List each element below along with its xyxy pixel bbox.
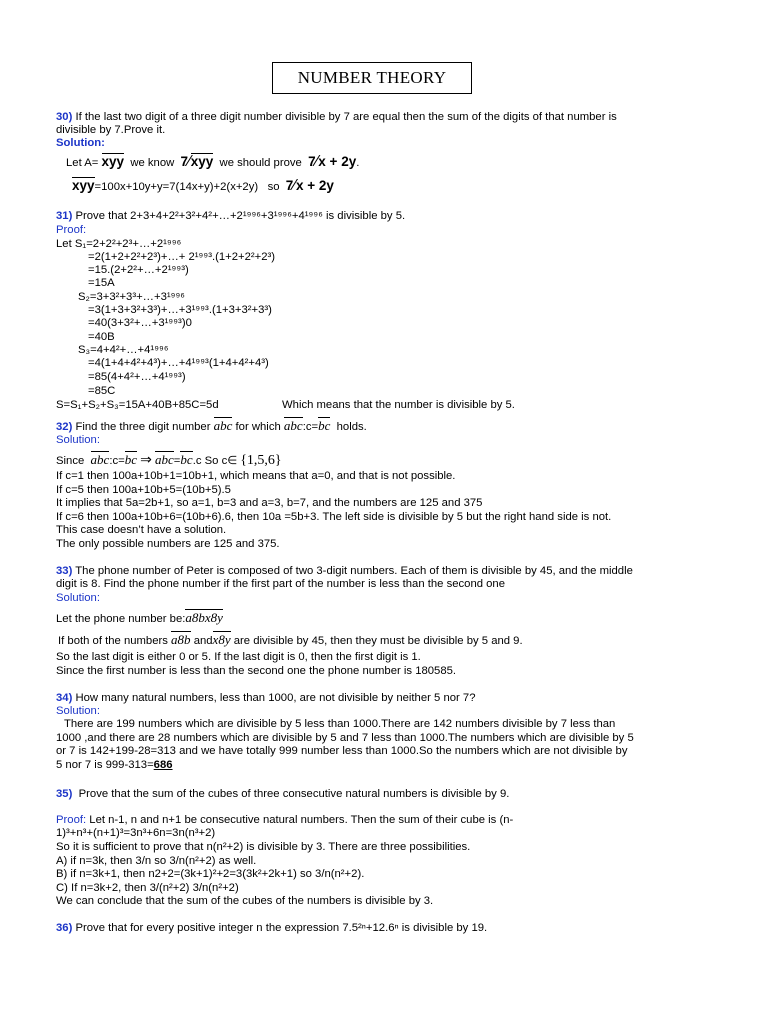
problem-35-proof-label: Proof: bbox=[56, 814, 87, 826]
x-plus-2y-2: x + 2y bbox=[295, 178, 334, 193]
colon-eq-2: :c= bbox=[109, 455, 125, 467]
let-a: Let A= bbox=[66, 157, 99, 169]
problem-33-line1 bbox=[56, 565, 633, 578]
p32-line-3: If c=6 then 100a+10b+6=(10b+6).6, then 10a =5b+3. The left side is divisible by 5 but the right hand side is not. bbox=[56, 511, 612, 523]
problem-36-statement bbox=[56, 922, 487, 935]
problem-33-solution-label: Solution: bbox=[56, 592, 100, 604]
bc-overline-2: bc bbox=[124, 452, 137, 467]
problem-31-proof-label: Proof: bbox=[56, 224, 87, 236]
problem-36-number: 36) bbox=[56, 922, 73, 934]
problem-32-statement bbox=[56, 418, 367, 435]
p35-line7: We can conclude that the sum of the cubes of the numbers is divisible by 3. bbox=[56, 895, 434, 907]
problem-30-text-1: If the last two digit of a three digit number divisible by 7 are equal then the sum of the digits of that number is bbox=[75, 111, 617, 123]
problem-30-eq-line: xyy=100x+10y+y=7(14x+y)+2(x+2y) so 7⁄x + 2y bbox=[72, 177, 334, 194]
p34-line-3-text: 5 nor 7 is 999-313= bbox=[56, 759, 154, 771]
p35-line4: A) if n=3k, then 3/n so 3/n(n²+2) as well. bbox=[56, 855, 257, 867]
p32-line-1: If c=5 then 100a+10b+5=(10b+5).5 bbox=[56, 484, 231, 496]
a8b-overline: a8b bbox=[171, 632, 191, 647]
so-c-in: .c So c∈ bbox=[192, 455, 238, 467]
abc-overline-3: abc bbox=[90, 452, 110, 467]
problem-34-statement bbox=[56, 692, 475, 705]
problem-35-statement bbox=[56, 788, 509, 801]
problem-32-since-line bbox=[56, 451, 282, 469]
xyy-overline-3: xyy bbox=[72, 178, 95, 193]
p31-line-9: =4(1+4+4²+4³)+…+4¹⁹⁹³(1+4+4²+4³) bbox=[88, 357, 269, 369]
so: so bbox=[267, 181, 280, 193]
abc-overline-4: abc bbox=[155, 452, 174, 467]
problem-30-line2: divisible by 7.Prove it. bbox=[56, 124, 166, 136]
p33-both-line bbox=[58, 632, 523, 649]
implies-arrow: ⇒ bbox=[140, 451, 152, 467]
let-phone: Let the phone number be: bbox=[56, 613, 186, 625]
p31-line-2: =15.(2+2²+…+2¹⁹⁹³) bbox=[88, 264, 189, 276]
colon-eq: :c= bbox=[302, 421, 319, 433]
p31-line-11: =85C bbox=[88, 385, 116, 397]
problem-34-solution-label: Solution: bbox=[56, 705, 100, 717]
p33-text-1: The phone number of Peter is composed of two 3-digit numbers. Each of them is divisible by 45, and the middle bbox=[75, 565, 633, 577]
p31-line-4: S₂=3+3²+3³+…+3¹⁹⁹⁶ bbox=[78, 291, 185, 303]
seven-2: 7 bbox=[308, 154, 316, 169]
p34-line-0: There are 199 numbers which are divisible by 5 less than 1000.There are 142 numbers divisible by 7 less than bbox=[64, 718, 616, 730]
x-plus-2y: x + 2y bbox=[318, 154, 357, 169]
equals: = bbox=[173, 455, 181, 467]
p34-line-2: or 7 is 142+199-28=313 and we have totally 999 number less than 1000.So the numbers which are not divisible by bbox=[56, 745, 628, 757]
problem-30-solution-label: Solution: bbox=[56, 137, 105, 149]
p31-line-5: =3(1+3+3²+3³)+…+3¹⁹⁹³.(1+3+3²+3³) bbox=[88, 304, 272, 316]
eq-rhs: =100x+10y+y=7(14x+y)+2(x+2y) bbox=[94, 181, 259, 193]
dot: . bbox=[356, 157, 360, 169]
p34-text: How many natural numbers, less than 1000, are not divisible by neither 5 nor 7? bbox=[75, 692, 476, 704]
x8y-overline: x8y bbox=[212, 632, 231, 647]
p33-let-line bbox=[56, 610, 223, 627]
problem-30-number: 30) bbox=[56, 111, 73, 123]
set-1-5-6: {1,5,6} bbox=[240, 453, 282, 468]
p31-final-right: Which means that the number is divisible by 5. bbox=[282, 399, 515, 411]
abc-overline: abc bbox=[213, 418, 233, 433]
p33-line2: digit is 8. Find the phone number if the first part of the number is less than the second one bbox=[56, 578, 505, 590]
xyy-overline: xyy bbox=[101, 154, 125, 169]
p36-text: Prove that for every positive integer n the expression 7.5²ⁿ+12.6ⁿ is divisible by 19. bbox=[75, 922, 488, 934]
p33-line4: Since the first number is less than the second one the phone number is 180585. bbox=[56, 665, 457, 677]
problem-33-number: 33) bbox=[56, 565, 73, 577]
p35-line5: B) if n=3k+1, then n2+2=(3k+1)²+2=3(3k²+2k+1) so 3/n(n²+2). bbox=[56, 868, 365, 880]
we-know: we know bbox=[130, 157, 175, 169]
p31-line-0: Let S₁=2+2²+2³+…+2¹⁹⁹⁶ bbox=[56, 238, 182, 250]
p32-text-a: Find the three digit number bbox=[75, 421, 211, 433]
seven-3: 7 bbox=[285, 178, 294, 193]
p34-line-1: 1000 ,and there are 28 numbers which are divisible by 5 and 7 less than 1000.The numbers which are divisible by 5 bbox=[56, 732, 634, 744]
and: and bbox=[193, 635, 213, 647]
p33-rest: are divisible by 45, then they must be divisible by 5 and 9. bbox=[233, 635, 523, 647]
p31-line-3: =15A bbox=[88, 277, 115, 289]
problem-31-statement bbox=[56, 210, 405, 223]
since: Since bbox=[56, 455, 85, 467]
problem-30-let-line: Let A= xyy we know 7⁄xyy we should prove 7⁄x + 2y. bbox=[66, 153, 360, 170]
problem-31-text: Prove that 2+3+4+2²+3²+4²+…+2¹⁹⁹⁶+3¹⁹⁹⁶+4¹⁹⁹⁶ is divisible by 5. bbox=[75, 210, 406, 222]
p31-line-7: =40B bbox=[88, 331, 115, 343]
page-title: NUMBER THEORY bbox=[272, 62, 472, 94]
p32-line-5: The only possible numbers are 125 and 375. bbox=[56, 538, 280, 550]
p34-line-3 bbox=[56, 759, 173, 772]
problem-30-line1 bbox=[56, 111, 617, 124]
p32-text-b: for which bbox=[235, 421, 281, 433]
p31-line-6: =40(3+3²+…+3¹⁹⁹³)0 bbox=[88, 317, 192, 329]
abc-overline-2: abc bbox=[283, 418, 303, 433]
p31-line-1: =2(1+2+2²+2³)+…+ 2¹⁹⁹³.(1+2+2²+2³) bbox=[88, 251, 276, 263]
p32-line-0: If c=1 then 100a+10b+1=10b+1, which means that a=0, and that is not possible. bbox=[56, 470, 456, 482]
p35-line3: So it is sufficient to prove that n(n²+2) is divisible by 3. There are three possibilities. bbox=[56, 841, 471, 853]
bc-overline: bc bbox=[318, 418, 331, 433]
problem-35-number: 35) bbox=[56, 788, 73, 800]
p34-answer: 686 bbox=[153, 759, 173, 771]
p32-line-4: This case doesn’t have a solution. bbox=[56, 524, 227, 536]
p31-line-10: =85(4+4²+…+4¹⁹⁹³) bbox=[88, 371, 186, 383]
p35-line1 bbox=[56, 814, 513, 827]
p35-line6: C) If n=3k+2, then 3/(n²+2) 3/n(n²+2) bbox=[56, 882, 239, 894]
problem-32-solution-label: Solution: bbox=[56, 434, 100, 446]
problem-31-number: 31) bbox=[56, 210, 73, 222]
should-prove: we should prove bbox=[219, 157, 302, 169]
bc-overline-3: bc bbox=[180, 452, 193, 467]
if-both: If both of the numbers bbox=[58, 635, 168, 647]
xyy-overline-2: xyy bbox=[190, 154, 214, 169]
p35-text: Prove that the sum of the cubes of three consecutive natural numbers is divisible by 9. bbox=[78, 788, 510, 800]
p31-line-8: S₃=4+4²+…+4¹⁹⁹⁶ bbox=[78, 344, 169, 356]
a8bx8y-overline: a8bx8y bbox=[185, 610, 223, 625]
seven: 7 bbox=[180, 154, 189, 169]
p31-final: S=S₁+S₂+S₃=15A+40B+85C=5d bbox=[56, 399, 219, 411]
p32-line-2: It implies that 5a=2b+1, so a=1, b=3 and a=3, b=7, and the numbers are 125 and 375 bbox=[56, 497, 483, 509]
p33-line3: So the last digit is either 0 or 5. If the last digit is 0, then the first digit is 1. bbox=[56, 651, 421, 663]
problem-32-number: 32) bbox=[56, 421, 73, 433]
p35-line1-text: Let n-1, n and n+1 be consecutive natural numbers. Then the sum of their cube is (n- bbox=[89, 814, 514, 826]
p35-line2: 1)³+n³+(n+1)³=3n³+6n=3n(n³+2) bbox=[56, 827, 216, 839]
problem-34-number: 34) bbox=[56, 692, 73, 704]
p32-text-c: holds. bbox=[336, 421, 367, 433]
